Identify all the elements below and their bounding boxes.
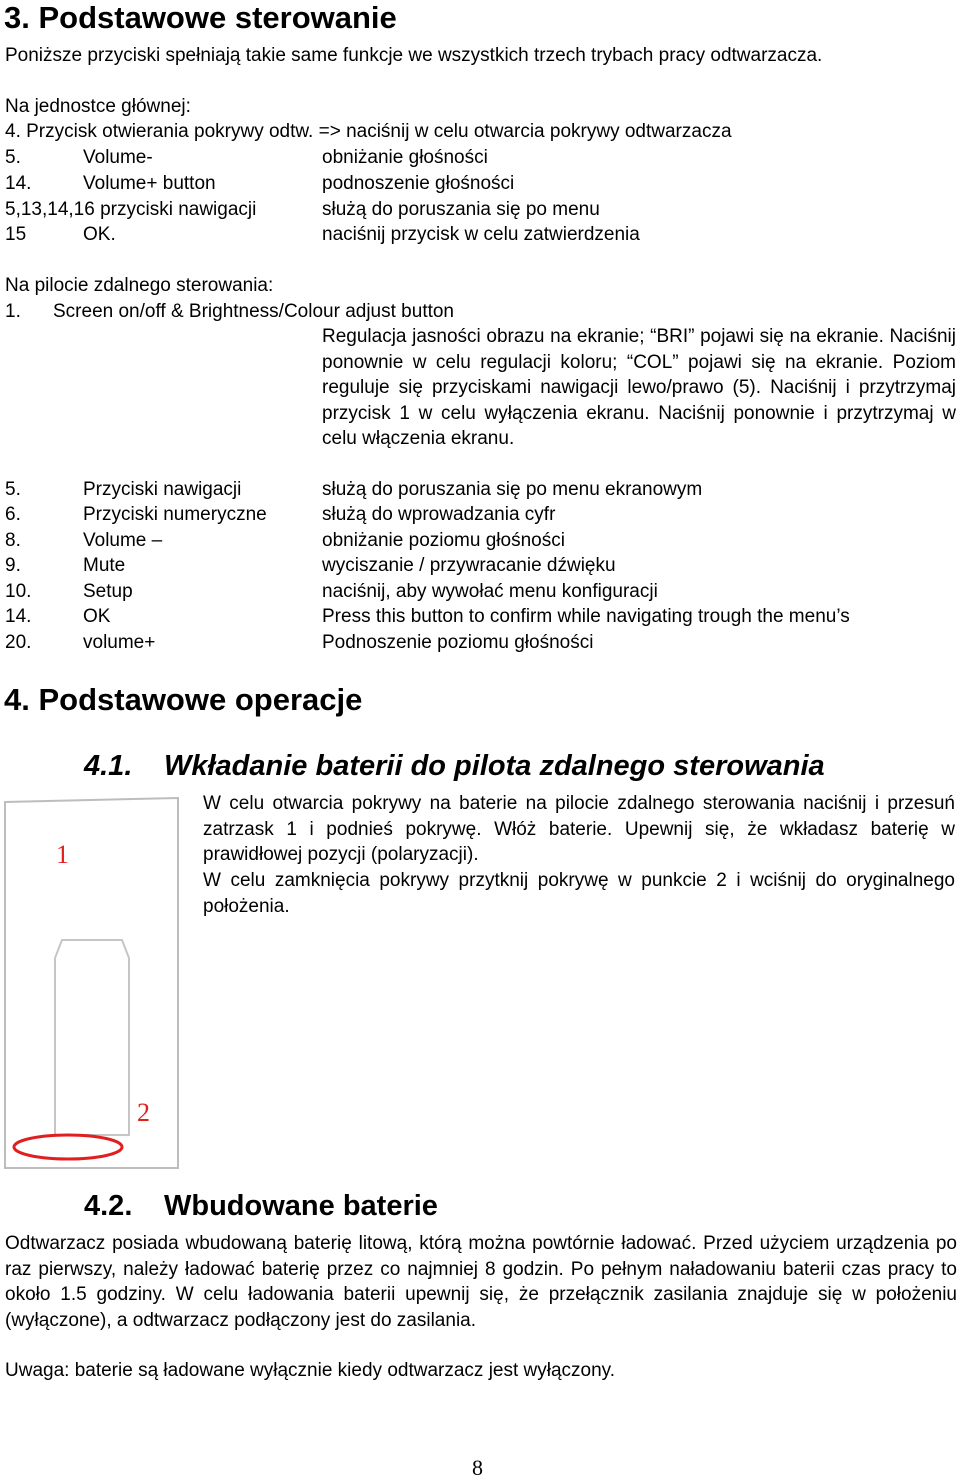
row-name: OK. (83, 224, 116, 245)
main-unit-row (5, 145, 955, 170)
subsection-4-1-text: W celu otwarcia pokrywy na baterie na pilocie zdalnego sterowania naciśnij i przesuń zatrzask 1 i podnieś pokrywę. Włóż baterie. Upewnij się, że wkładasz baterię w prawidłowej pozycji (polaryzacji). (203, 793, 955, 865)
section-3-intro: Poniższe przyciski spełniają takie same funkcje we wszystkich trzech trybach pracy odtwarzacza. (5, 45, 823, 66)
row-number: 6. (5, 504, 21, 525)
row-description: służą do poruszania się po menu (322, 199, 600, 220)
row-number: 14. (5, 606, 32, 627)
subsection-4-1-number: 4.1. (84, 750, 133, 782)
subsection-4-2-title: Wbudowane baterie (164, 1190, 438, 1222)
remote-row (5, 553, 955, 578)
remote-row (5, 630, 955, 655)
row-number: 5. (5, 147, 21, 168)
row-description: podnoszenie głośności (322, 173, 515, 194)
remote-row-description: Regulacja jasności obrazu na ekranie; “BRI” pojawi się na ekranie. Naciśnij ponownie w celu regulacji koloru; “COL” pojawi się na ekranie. Poziom reguluje się przyciskami nawigacji lewo/prawo (5). Naciśnij i przytrzymaj przycisk 1 w celu wyłączenia ekranu. Naciśnij ponownie i przytrzymaj w celu włączenia ekranu. (322, 326, 956, 450)
row-name: volume+ (83, 632, 156, 653)
row-name: Volume – (83, 530, 163, 551)
subsection-4-2-number: 4.2. (84, 1190, 133, 1222)
row-name: Volume- (83, 147, 153, 168)
remote-label: Na pilocie zdalnego sterowania: (5, 275, 274, 296)
main-unit-label: Na jednostce głównej: (5, 96, 191, 117)
remote-row (5, 299, 955, 324)
subsection-4-1-title: Wkładanie baterii do pilota zdalnego sterowania (164, 750, 825, 782)
row-description: naciśnij przycisk w celu zatwierdzenia (322, 224, 640, 245)
row-description: wyciszanie / przywracanie dźwięku (322, 555, 616, 576)
row-description: Press this button to confirm while navigating trough the menu’s (322, 606, 850, 627)
row-name: Volume+ button (83, 173, 216, 194)
row-name: Setup (83, 581, 133, 602)
row-name: Przyciski nawigacji (83, 479, 242, 500)
row-description: służą do poruszania się po menu ekranowym (322, 479, 703, 500)
page-number: 8 (472, 1455, 483, 1480)
remote-row (5, 528, 955, 553)
press-point-label-2: 2 (137, 1098, 150, 1127)
remote-battery-cover-figure (0, 790, 200, 1180)
subsection-4-2-note: Uwaga: baterie są ładowane wyłącznie kiedy odtwarzacz jest wyłączony. (5, 1360, 616, 1381)
row-name: Mute (83, 555, 126, 576)
subsection-4-2-text: Odtwarzacz posiada wbudowaną baterię litową, którą można powtórnie ładować. Przed użyciem urządzenia po raz pierwszy, należy ładować baterię przez co najmniej 8 godzin. Po pełnym naładowaniu baterii czas pracy to około 1.5 godziny. W celu ładowania baterii upewnij się, że przełącznik zasilania znajduje się w położeniu (wyłączone), a odtwarzacz podłączony jest do zasilania. (5, 1233, 957, 1331)
row-number: 5,13,14,16 przyciski nawigacji (5, 199, 257, 220)
row-number: 5. (5, 479, 21, 500)
row-number: 10. (5, 581, 32, 602)
row-number: 1. (5, 301, 21, 322)
row-number: 20. (5, 632, 32, 653)
battery-compartment-outline (55, 940, 129, 1135)
row-number: 15 (5, 224, 27, 245)
row-description: obniżanie głośności (322, 147, 488, 168)
row-number: 14. (5, 173, 32, 194)
main-unit-row (5, 222, 955, 247)
main-unit-row: 4. Przycisk otwierania pokrywy odtw. => naciśnij w celu otwarcia pokrywy odtwarzacza (5, 121, 732, 142)
row-description: Podnoszenie poziomu głośności (322, 632, 594, 653)
row-description: obniżanie poziomu głośności (322, 530, 565, 551)
row-number: 9. (5, 555, 21, 576)
section-4-title: 4. Podstawowe operacje (4, 682, 363, 717)
row-name: Przyciski numeryczne (83, 504, 267, 525)
row-name: Screen on/off & Brightness/Colour adjust button (53, 301, 455, 322)
row-description: służą do wprowadzania cyfr (322, 504, 556, 525)
row-number: 8. (5, 530, 21, 551)
main-unit-row (5, 197, 955, 222)
row-description: naciśnij, aby wywołać menu konfiguracji (322, 581, 658, 602)
section-3-title: 3. Podstawowe sterowanie (4, 0, 397, 35)
remote-row (5, 579, 955, 604)
remote-row (5, 604, 955, 629)
main-unit-row (5, 171, 955, 196)
row-name: OK (83, 606, 111, 627)
remote-row (5, 477, 955, 502)
latch-label-1: 1 (56, 840, 69, 869)
remote-row (5, 502, 955, 527)
subsection-4-1-text-close: W celu zamknięcia pokrywy przytknij pokrywę w punkcie 2 i wciśnij do oryginalnego położenia. (203, 870, 955, 917)
